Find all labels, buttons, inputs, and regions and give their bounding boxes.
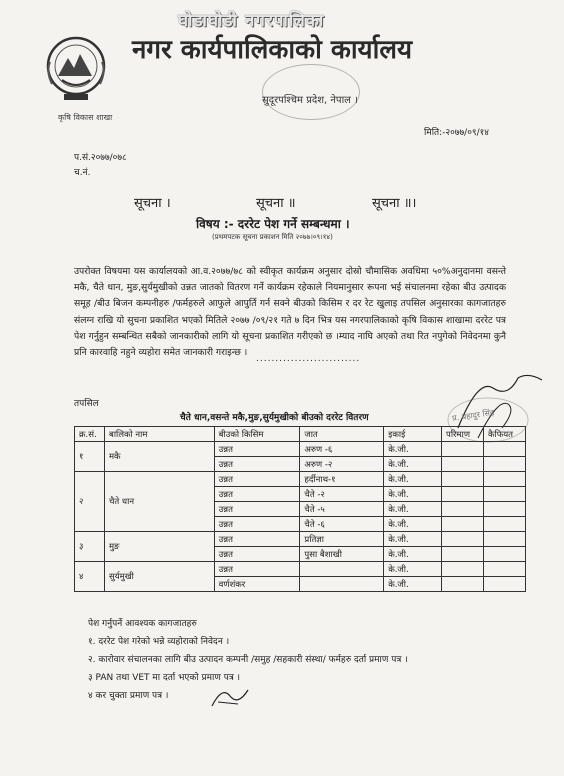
- requirement-item: १. दररेट पेश गरेको भन्ने व्यहोराको निवेदन ।: [88, 637, 230, 647]
- table-row: [75, 472, 526, 487]
- row-quantity: [442, 502, 484, 517]
- row-seed-type: उन्नत: [214, 442, 300, 457]
- header-variety: जात: [300, 427, 384, 442]
- header-seed-type: बीउको किसिम: [214, 427, 300, 442]
- table-caption: चैते धान,वसन्ते मकै,मुङ,सुर्यमुखीको बीउको दररेट वितरण: [180, 413, 369, 423]
- row-quantity: [442, 547, 484, 562]
- row-remarks: [483, 442, 525, 457]
- row-variety: अरुण -६: [300, 442, 384, 457]
- row-unit: के.जी.: [384, 457, 442, 472]
- row-seed-type: उन्नत: [214, 502, 300, 517]
- initials-signature: [208, 682, 252, 712]
- row-crop: मकै: [104, 442, 214, 472]
- row-seed-type: उन्नत: [214, 457, 300, 472]
- header-remarks: कैफियत: [483, 427, 525, 442]
- row-unit: के.जी.: [384, 562, 442, 577]
- row-seed-type: उन्नत: [214, 562, 300, 577]
- row-quantity: [442, 487, 484, 502]
- row-unit: के.जी.: [384, 517, 442, 532]
- org-name: घोडाघोडी नगरपालिका: [178, 11, 325, 31]
- row-seed-type: उन्नत: [214, 547, 300, 562]
- row-quantity: [442, 577, 484, 592]
- row-remarks: [483, 547, 525, 562]
- publish-date: (प्रथमपटक सूचना प्रकाशन मिति २०७७।०९।१४): [212, 233, 333, 241]
- row-sn: ३: [75, 532, 105, 562]
- row-crop: मुङ: [104, 532, 214, 562]
- requirement-item: ४ कर चुक्ता प्रमाण पत्र ।: [88, 691, 169, 701]
- subject-line: विषय :- दररेट पेश गर्ने सम्बन्धमा ।: [196, 217, 350, 231]
- row-remarks: [483, 562, 525, 577]
- chalan-number: च.नं.: [74, 168, 91, 178]
- row-unit: के.जी.: [384, 532, 442, 547]
- row-quantity: [442, 472, 484, 487]
- address: सुदूरपश्चिम प्रदेश, नेपाल ।: [262, 95, 358, 106]
- seed-rate-table: [74, 426, 526, 592]
- requirement-item: ३ PAN तथा VET मा दर्ता भएको प्रमाण पत्र ।: [88, 673, 241, 683]
- row-quantity: [442, 517, 484, 532]
- row-sn: ४: [75, 562, 105, 592]
- requirement-item: २. कारोवार संचालनका लागि बीउ उत्पादन कम्पनी /समुह /सहकारी संस्था/ फर्महरु दर्ता प्रमाण पत्र ।: [88, 655, 408, 665]
- row-remarks: [483, 502, 525, 517]
- row-remarks: [483, 487, 525, 502]
- row-crop: चैते धान: [104, 472, 214, 532]
- row-unit: के.जी.: [384, 487, 442, 502]
- row-quantity: [442, 532, 484, 547]
- row-unit: के.जी.: [384, 442, 442, 457]
- signatory-stamp: प्र. बहादुर सिंह: [451, 408, 495, 423]
- requirements-title: पेश गर्नुपर्ने आवश्यक कागजातहरु: [88, 619, 197, 629]
- notice-word-3: सूचना ॥।: [372, 196, 417, 211]
- row-remarks: [483, 517, 525, 532]
- row-variety: चैते -६: [300, 517, 384, 532]
- reference-number: प.सं.२०७७/०७८: [74, 153, 127, 163]
- notice-body: उपरोक्त विषयमा यस कार्यालयको आ.व.२०७७/७८ को स्वीकृत कार्यक्रम अनुसार दोस्रो चौमासिक अवधिमा ५०%अनुदानमा वसन्ते मकै, चैते धान, मुङ,सुर्यमुखीको उन्नत जातको वितरण गर्ने कार्यक्रम रहेकाले नियमानुसार रूपना भई संचालनमा रहेका बीउ उत्पादक समूह /बीउ बिजन कम्पनीहरु /फर्महरुले आफुले आपुर्ति गर्न सक्ने बीउको किसिम र दर रेट खुलाइ तपसिल अनुसारका कागजातहरु संलग्न राखि यो सुचना प्रकाशित भएको मितिले २०७७ /०९/२१ गते ७ दिन भित्र यस नगरपालिकाको कृषि विकास शाखामा दररेट पत्र पेश गर्नुहुन सम्बन्धित सबैको जानकारीको लागि यो सूचना प्रकाशित गरीएको छ ।म्याद नाघि अएको तथा रित नपुगेको निवेदनमा कुनै प्रनि कारवाहि नहुने व्यहोरा समेत जानकारी गराइन्छ ।: [74, 266, 506, 359]
- separator-dots: ...........................: [256, 354, 361, 364]
- row-quantity: [442, 457, 484, 472]
- notice-word-2: सूचना ॥: [256, 196, 296, 211]
- row-sn: २: [75, 472, 105, 532]
- row-variety: चैते -५: [300, 502, 384, 517]
- table-row: [75, 532, 526, 547]
- row-sn: १: [75, 442, 105, 472]
- row-seed-type: उन्नत: [214, 517, 300, 532]
- header-sn: क्र.सं.: [75, 427, 105, 442]
- header-crop: बालिको नाम: [104, 427, 214, 442]
- row-variety: पुसा बैशाखी: [300, 547, 384, 562]
- branch-name: कृषि विकास शाखा: [58, 113, 113, 122]
- nepal-emblem-logo: [44, 32, 108, 104]
- notice-word-1: सूचना ।: [134, 196, 171, 211]
- office-name: नगर कार्यपालिकाको कार्यालय: [132, 35, 413, 65]
- table-row: [75, 442, 526, 457]
- row-variety: [300, 562, 384, 577]
- row-variety: अरुण -२: [300, 457, 384, 472]
- row-quantity: [442, 562, 484, 577]
- row-remarks: [483, 532, 525, 547]
- row-crop: सुर्यमुखी: [104, 562, 214, 592]
- table-row: [75, 562, 526, 577]
- row-variety: [300, 577, 384, 592]
- header-unit: इकाई: [384, 427, 442, 442]
- row-quantity: [442, 442, 484, 457]
- row-seed-type: उन्नत: [214, 472, 300, 487]
- row-unit: के.जी.: [384, 472, 442, 487]
- row-variety: हर्दीनाथ-१: [300, 472, 384, 487]
- row-unit: के.जी.: [384, 547, 442, 562]
- row-seed-type: वर्णशंकर: [214, 577, 300, 592]
- row-remarks: [483, 472, 525, 487]
- row-seed-type: उन्नत: [214, 532, 300, 547]
- row-unit: के.जी.: [384, 502, 442, 517]
- tapasil-label: तपसिल: [74, 399, 99, 409]
- table-header-row: [75, 427, 526, 442]
- row-unit: के.जी.: [384, 577, 442, 592]
- row-remarks: [483, 457, 525, 472]
- document-date: मिति:-२०७७/०९/१४: [424, 128, 489, 138]
- header-quantity: परिमाण: [442, 427, 484, 442]
- row-variety: प्रतिज्ञा: [300, 532, 384, 547]
- row-seed-type: उन्नत: [214, 487, 300, 502]
- row-remarks: [483, 577, 525, 592]
- row-variety: चैते -२: [300, 487, 384, 502]
